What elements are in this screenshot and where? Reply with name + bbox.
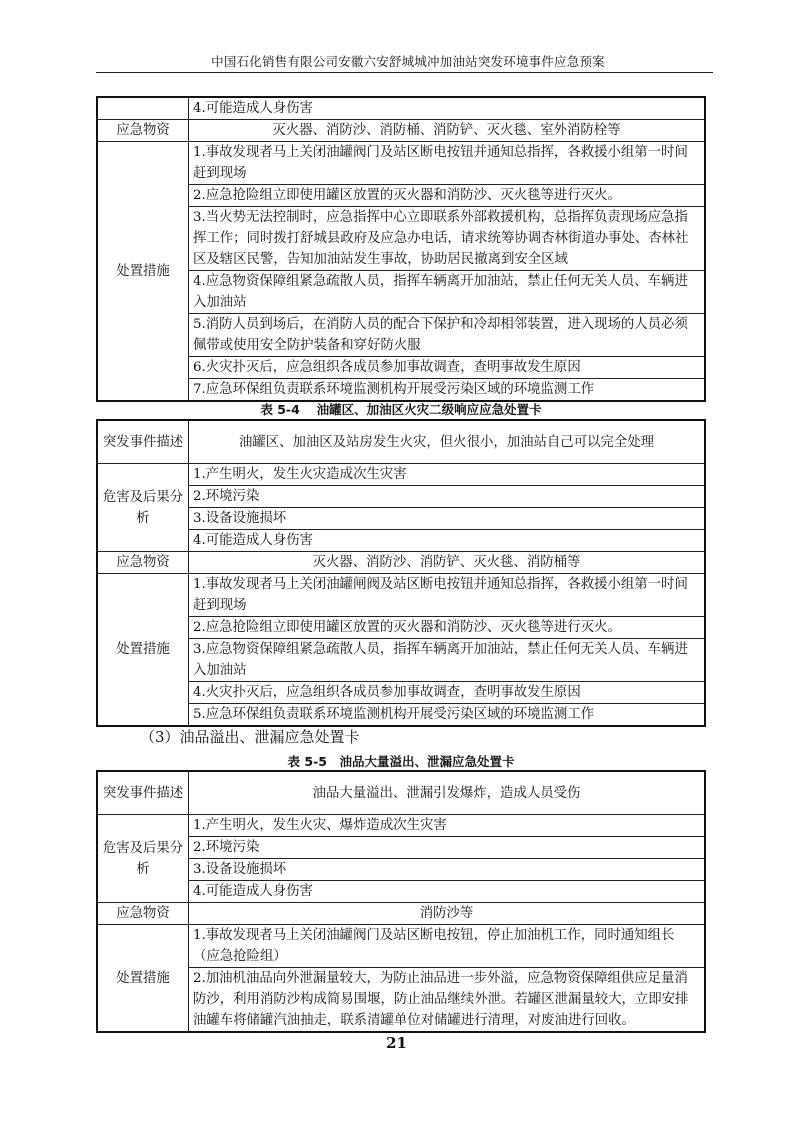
table-caption-5-4: 表 5-4 油罐区、加油区火灾二级响应应急处置卡 bbox=[260, 402, 542, 417]
table-row bbox=[97, 420, 705, 464]
table-row bbox=[97, 357, 705, 379]
table-row bbox=[97, 120, 705, 142]
table-row bbox=[97, 859, 705, 881]
table-row bbox=[97, 530, 705, 552]
table-row bbox=[97, 617, 705, 639]
table-row bbox=[97, 314, 705, 357]
page-number: 21 bbox=[386, 1034, 407, 1052]
table-5-4 bbox=[96, 419, 706, 727]
measure-item: 3.应急物资保障组紧急疏散人员，指挥车辆离开加油站，禁止任何无关人员、车辆进入加油站 bbox=[189, 639, 706, 682]
table-row bbox=[97, 464, 705, 486]
table-row bbox=[97, 682, 705, 704]
header-rule bbox=[96, 72, 713, 73]
hazard-item: 2.环境污染 bbox=[189, 837, 706, 859]
document-header: 中国石化销售有限公司安徽六安舒城城冲加油站突发环境事件应急预案 bbox=[211, 54, 605, 69]
supplies-label: 应急物资 bbox=[97, 903, 189, 925]
measure-item: 5.应急环保组负责联系环境监测机构开展受污染区域的环境监测工作 bbox=[189, 704, 706, 727]
table-continued bbox=[96, 96, 706, 402]
measure-item: 6.火灾扑灭后，应急组织各成员参加事故调查，查明事故发生原因 bbox=[189, 357, 706, 379]
table-row bbox=[97, 379, 705, 402]
measures-label: 处置措施 bbox=[97, 574, 189, 727]
hazard-item: 4.可能造成人身伤害 bbox=[189, 530, 706, 552]
supplies-text: 灭火器、消防沙、消防铲、灭火毯、消防桶等 bbox=[189, 552, 706, 574]
measure-item: 1.事故发现者马上关闭油罐闸阀及站区断电按钮并通知总指挥，各救援小组第一时间赶到现场 bbox=[189, 574, 706, 617]
table-row bbox=[97, 97, 705, 120]
table-row bbox=[97, 271, 705, 314]
hazard-label: 危害及后果分析 bbox=[97, 815, 189, 903]
supplies-text: 消防沙等 bbox=[189, 903, 706, 925]
table-row bbox=[97, 968, 705, 1033]
supplies-label: 应急物资 bbox=[97, 552, 189, 574]
row-label-empty bbox=[97, 97, 189, 120]
table-row bbox=[97, 207, 705, 271]
measure-item: 1.事故发现者马上关闭油罐阀门及站区断电按钮，停止加油机工作，同时通知组长（应急抢险组） bbox=[189, 925, 706, 968]
table-row bbox=[97, 771, 705, 815]
measures-label: 处置措施 bbox=[97, 925, 189, 1033]
hazard-item: 3.设备设施损坏 bbox=[189, 859, 706, 881]
hazard-item: 4.可能造成人身伤害 bbox=[189, 97, 706, 120]
measure-item: 5.消防人员到场后，在消防人员的配合下保护和冷却相邻装置，进入现场的人员必须佩带或使用安全防护装备和穿好防火服 bbox=[189, 314, 706, 357]
hazard-item: 2.环境污染 bbox=[189, 486, 706, 508]
table-row bbox=[97, 552, 705, 574]
table-row bbox=[97, 925, 705, 968]
measure-item: 1.事故发现者马上关闭油罐阀门及站区断电按钮并通知总指挥，各救援小组第一时间赶到现场 bbox=[189, 142, 706, 185]
table-caption-5-5: 表 5-5 油品大量溢出、泄漏应急处置卡 bbox=[287, 754, 515, 769]
measure-item: 7.应急环保组负责联系环境监测机构开展受污染区域的环境监测工作 bbox=[189, 379, 706, 402]
table-row bbox=[97, 185, 705, 207]
measure-item: 2.应急抢险组立即使用罐区放置的灭火器和消防沙、灭火毯等进行灭火。 bbox=[189, 185, 706, 207]
hazard-label: 危害及后果分析 bbox=[97, 464, 189, 552]
measure-item: 4.应急物资保障组紧急疏散人员，指挥车辆离开加油站，禁止任何无关人员、车辆进入加油站 bbox=[189, 271, 706, 314]
event-text: 油罐区、加油区及站房发生火灾，但火很小，加油站自己可以完全处理 bbox=[189, 420, 706, 464]
measure-item: 4.火灾扑灭后，应急组织各成员参加事故调查，查明事故发生原因 bbox=[189, 682, 706, 704]
table-5-5 bbox=[96, 770, 706, 1033]
hazard-item: 4.可能造成人身伤害 bbox=[189, 881, 706, 903]
hazard-item: 3.设备设施损坏 bbox=[189, 508, 706, 530]
table-row bbox=[97, 815, 705, 837]
supplies-label: 应急物资 bbox=[97, 120, 189, 142]
table-row bbox=[97, 142, 705, 185]
table-row bbox=[97, 574, 705, 617]
hazard-item: 1.产生明火，发生火灾、爆炸造成次生灾害 bbox=[189, 815, 706, 837]
table-row bbox=[97, 508, 705, 530]
table-row bbox=[97, 903, 705, 925]
measure-item: 3.当火势无法控制时，应急指挥中心立即联系外部救援机构，总指挥负责现场应急指挥工作；同时拨打舒城县政府及应急办电话，请求统筹协调杏林街道办事处、杏林社区及辖区民警，告知加油站发生事故，协助居民撤离到安全区域 bbox=[189, 207, 706, 271]
measures-label: 处置措施 bbox=[97, 142, 189, 402]
table-row bbox=[97, 837, 705, 859]
event-text: 油品大量溢出、泄漏引发爆炸，造成人员受伤 bbox=[189, 771, 706, 815]
table-row bbox=[97, 881, 705, 903]
supplies-text: 灭火器、消防沙、消防桶、消防铲、灭火毯、室外消防栓等 bbox=[189, 120, 706, 142]
measure-item: 2.应急抢险组立即使用罐区放置的灭火器和消防沙、灭火毯等进行灭火。 bbox=[189, 617, 706, 639]
hazard-item: 1.产生明火，发生火灾造成次生灾害 bbox=[189, 464, 706, 486]
event-label: 突发事件描述 bbox=[97, 420, 189, 464]
section-heading: （3）油品溢出、泄漏应急处置卡 bbox=[140, 728, 360, 746]
table-row bbox=[97, 486, 705, 508]
table-row bbox=[97, 704, 705, 727]
measure-item: 2.加油机油品向外泄漏量较大，为防止油品进一步外溢，应急物资保障组供应足量消防沙，利用消防沙构成简易围堰，防止油品继续外泄。若罐区泄漏量较大，立即安排油罐车将储罐汽油抽走，联系清罐单位对储罐进行清理，对废油进行回收。 bbox=[189, 968, 706, 1033]
table-row bbox=[97, 639, 705, 682]
event-label: 突发事件描述 bbox=[97, 771, 189, 815]
